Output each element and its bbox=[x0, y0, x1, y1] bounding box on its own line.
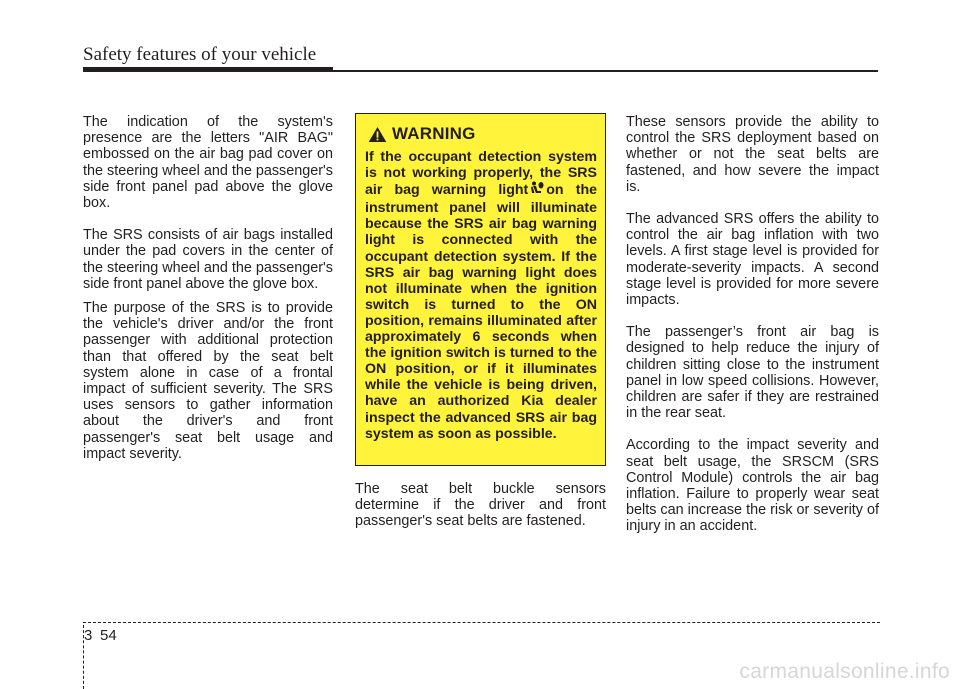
warning-body bbox=[365, 149, 597, 442]
watermark: carmanualsonline.info bbox=[739, 660, 950, 683]
warning-title: WARNING bbox=[392, 124, 476, 143]
column-right bbox=[626, 114, 879, 551]
paragraph-srs-components: The SRS consists of air bags installed under the pad covers in the center of the steering wheel and the passenger's side front panel above the glove box. bbox=[83, 227, 333, 292]
paragraph-passenger-air-bag: The passenger’s front air bag is designed to help reduce the injury of children sitting close to the instrument panel in low speed collisions. However, children are safer if they are restrained in the rear seat. bbox=[626, 324, 879, 422]
page-header-title: Safety features of your vehicle bbox=[83, 44, 317, 65]
airbag-warning-icon bbox=[530, 181, 544, 200]
header-rule-thin bbox=[333, 70, 878, 72]
warning-text-after-icon: on the instrument panel will illuminate because the SRS air bag warning light is connected with the occupant detection system. If the SRS air bag warning light does not illuminate when the ignition switch is turned to the ON position, remains illuminated after approximately 6 seconds when the ignition switch is turned to the ON position, or if it illuminates while the vehicle is being driven, have an authorized Kia dealer inspect the advanced SRS air bag system as soon as possible. bbox=[365, 182, 597, 442]
paragraph-buckle-sensors: The seat belt buckle sensors determine if the driver and front passenger's seat belts are fastened. bbox=[355, 481, 606, 530]
header-rule-thick bbox=[83, 67, 333, 72]
paragraph-srs-purpose: The purpose of the SRS is to provide the vehicle's driver and/or the front passenger with additional protection than that offered by the seat belt system alone in case of a frontal impact of sufficient severity. The SRS uses sensors to gather information about the driver's and front passenger's seat belt usage and impact severity. bbox=[83, 300, 333, 462]
column-left bbox=[83, 114, 333, 478]
warning-header bbox=[368, 124, 597, 144]
paragraph-advanced-srs: The advanced SRS offers the ability to control the air bag inflation with two levels. A first stage level is provided for moderate-severity impacts. A second stage level is provided for more severe impacts. bbox=[626, 211, 879, 309]
paragraph-air-bag-indication: The indication of the system's presence are the letters "AIR BAG" embossed on the air bag pad cover on the steering wheel and the passenger's side front panel pad above the glove box. bbox=[83, 114, 333, 212]
footer-rule bbox=[83, 622, 880, 623]
warning-triangle-icon bbox=[368, 126, 387, 143]
chapter-number: 3 bbox=[84, 627, 93, 644]
paragraph-srscm: According to the impact severity and seat belt usage, the SRSCM (SRS Control Module) controls the air bag inflation. Failure to properly wear seat belts can increase the risk or severity of injury in an accident. bbox=[626, 437, 879, 535]
warning-box bbox=[355, 113, 606, 466]
warning-text-before-icon: If the occupant detection system is not working properly, the SRS air bag warning light bbox=[365, 149, 597, 199]
column-middle-bottom bbox=[355, 481, 606, 546]
page-number: 54 bbox=[100, 627, 117, 644]
paragraph-sensor-ability: These sensors provide the ability to control the SRS deployment based on whether or not the seat belts are fastened, and how severe the impact is. bbox=[626, 114, 879, 195]
